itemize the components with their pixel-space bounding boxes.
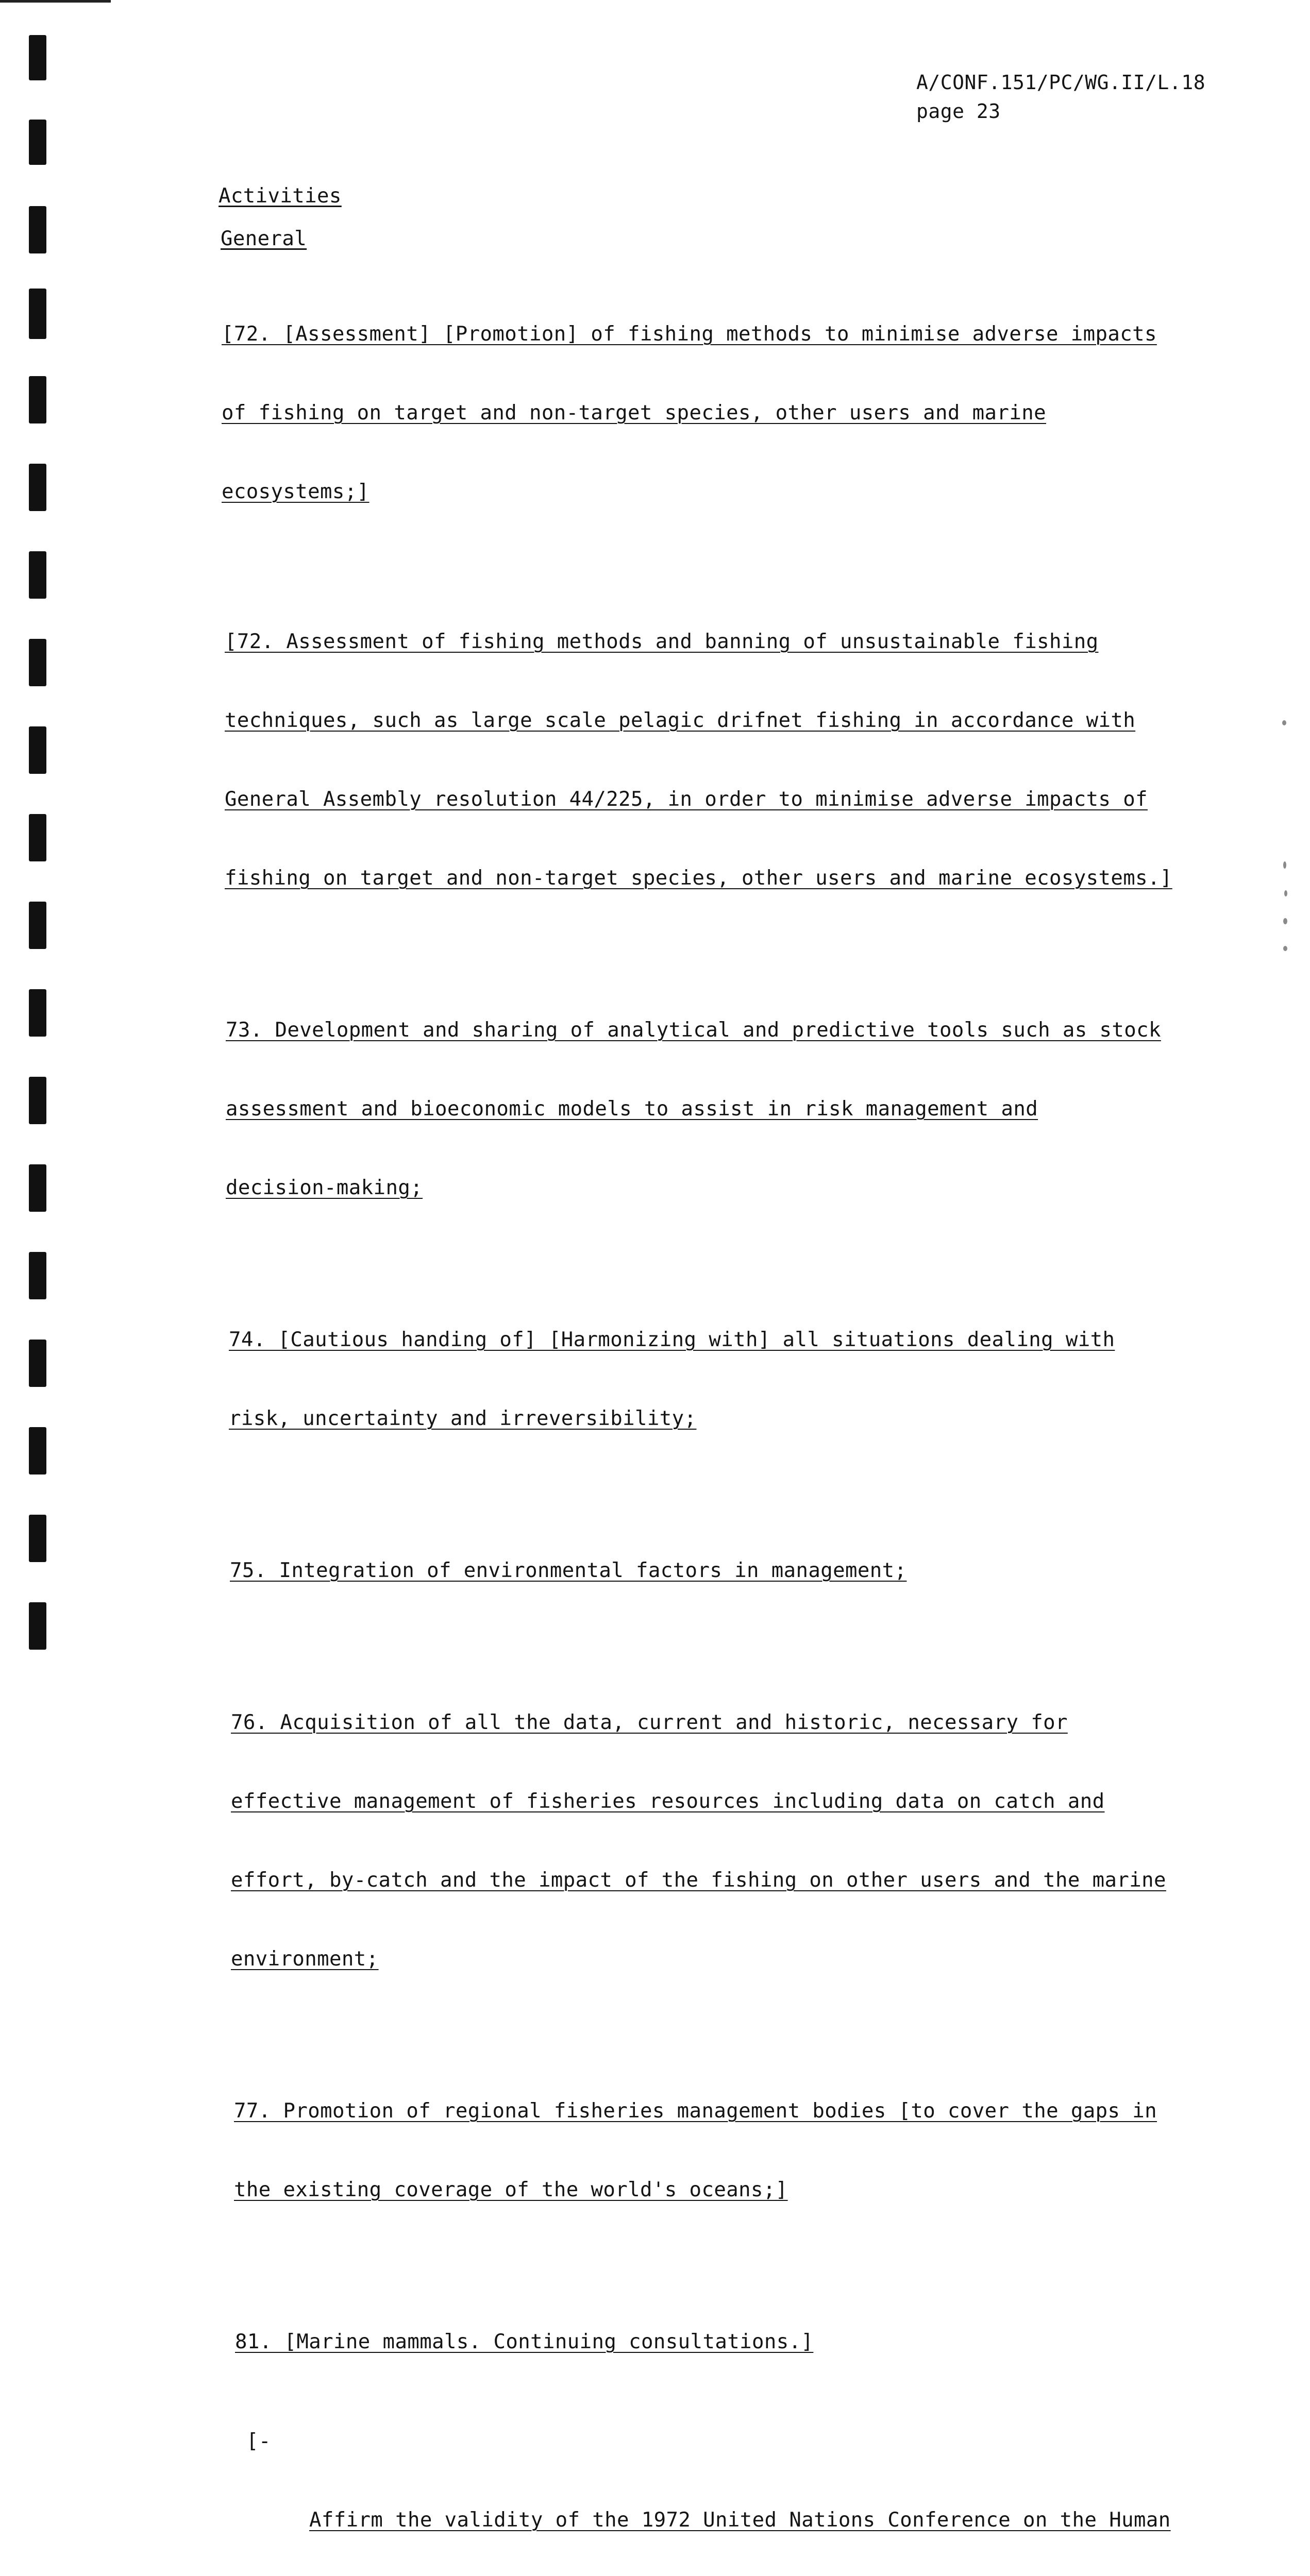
top-edge-rule [0,0,111,3]
scan-speck [1283,861,1286,869]
paragraph-line: assessment and bioeconomic models to assist in risk management and [226,1097,1038,1121]
margin-mark [29,376,46,423]
paragraph-75 [230,1505,1239,1636]
heading-activities: Activities [219,184,342,208]
paragraph-line: 77. Promotion of regional fisheries management bodies [to cover the gaps in [234,2099,1157,2123]
paragraph-line: 73. Development and sharing of analytical and predictive tools such as stock [226,1019,1161,1042]
paragraph-72-banning [225,576,1239,944]
margin-mark [29,1427,46,1475]
paragraph-line: techniques, such as large scale pelagic drifnet fishing in accordance with [225,709,1136,732]
paragraph-line: [72. Assessment of fishing methods and banning of unsustainable fishing [225,630,1099,653]
margin-mark [29,551,46,599]
paragraph-line: General Assembly resolution 44/225, in order to minimise adverse impacts of [225,788,1148,811]
margin-mark [29,726,46,774]
margin-mark [29,1340,46,1387]
margin-mark [29,120,46,165]
margin-mark [29,1164,46,1212]
heading-general: General [221,227,307,250]
margin-mark [29,1602,46,1650]
margin-mark [29,639,46,686]
paragraph-line: ecosystems;] [222,480,370,503]
paragraph-line: 76. Acquisition of all the data, current and historic, necessary for [231,1711,1068,1734]
margin-mark [29,1252,46,1299]
paragraph-line: risk, uncertainty and irreversibility; [229,1407,697,1430]
margin-mark [29,1515,46,1562]
paragraph-77 [234,2045,1239,2256]
paragraph-line: decision-making; [226,1176,423,1199]
paragraph-line: environment; [231,1947,379,1971]
margin-mark [29,206,46,253]
paragraph-line: of fishing on target and non-target species, other users and marine [222,401,1046,425]
paragraph-line: effective management of fisheries resources including data on catch and [231,1790,1105,1813]
paragraph-line: the existing coverage of the world's oceans;] [234,2178,788,2201]
margin-mark [29,814,46,861]
document-body [219,183,1239,2576]
paragraph-76 [231,1657,1239,2025]
document-header [916,68,1205,126]
paragraph-line: 74. [Cautious handing of] [Harmonizing with] all situations dealing with [229,1328,1115,1351]
paragraph-line: fishing on target and non-target species, other users and marine ecosystems.] [225,867,1172,890]
bullet-affirm-validity [237,2428,1239,2576]
paragraph-73 [226,964,1239,1253]
document-symbol: A/CONF.151/PC/WG.II/L.18 [916,71,1206,94]
margin-mark [29,989,46,1037]
scan-speck [1283,946,1287,951]
margin-mark [29,35,46,80]
margin-mark [29,464,46,511]
scan-speck [1284,890,1287,896]
scan-speck [1283,918,1287,924]
margin-mark [29,1077,46,1124]
paragraph-line: 75. Integration of environmental factors in management; [230,1559,907,1582]
paragraph-line: effort, by-catch and the impact of the fishing on other users and the marine [231,1869,1166,1892]
paragraph-line: [72. [Assessment] [Promotion] of fishing methods to minimise adverse impacts [222,323,1157,346]
margin-mark [29,289,46,339]
scan-speck [1282,720,1286,725]
page-number: page 23 [916,100,1001,123]
bullet-marker: [- [246,2430,271,2453]
paragraph-72-assessment-promotion [222,268,1239,557]
paragraph-74 [229,1274,1239,1484]
paragraph-line: 81. [Marine mammals. Continuing consultations.] [235,2330,814,2353]
margin-mark [29,902,46,949]
paragraph-81 [235,2276,1239,2408]
bullet-line: Affirm the validity of the 1972 United Nations Conference on the Human [309,2509,1171,2532]
